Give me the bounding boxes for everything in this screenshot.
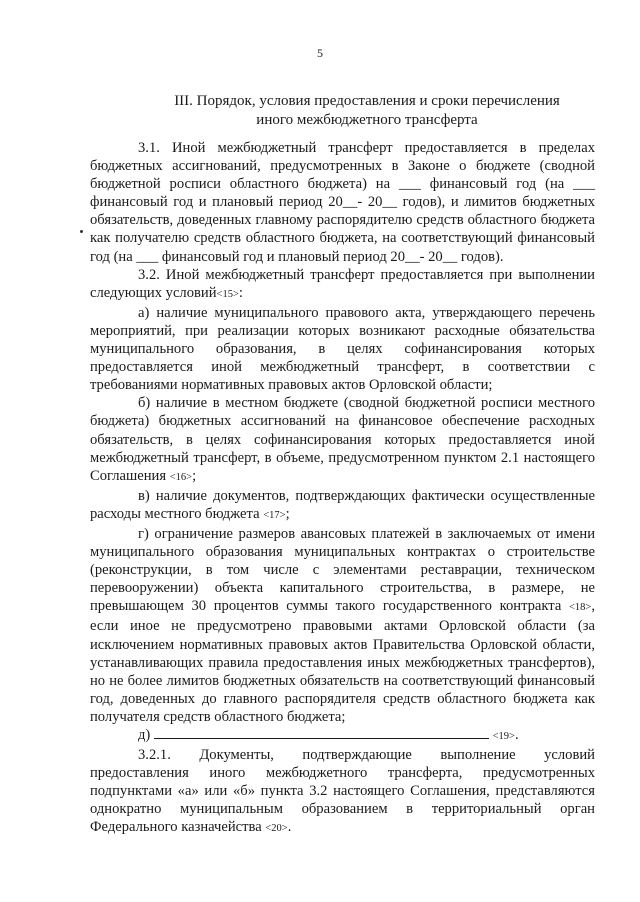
footnote-ref-16: <16> bbox=[169, 471, 193, 483]
section-title bbox=[150, 92, 584, 130]
punctuation: : bbox=[238, 284, 243, 301]
footnote-ref-20: <20> bbox=[265, 823, 288, 835]
item-b bbox=[90, 394, 595, 486]
paragraph-3-2-1-text: 3.2.1. Документы, подтверждающие выполнение условий предоставления иного межбюджетного трансферта, предусмотренных подпунктами «а» или «б» пункта 3.2 настоящего Соглашения, представляются однократно муниципальным образованием в территориальный орган Федерального казначейства bbox=[90, 747, 595, 836]
paragraph-3-2-text: 3.2. Иной межбюджетный трансферт предоставляется при выполнении следующих условий bbox=[90, 266, 595, 301]
punctuation: ; bbox=[192, 467, 197, 484]
footnote-ref-18: <18> bbox=[569, 602, 592, 614]
item-b-text: б) наличие в местном бюджете (сводной бюджетной росписи местного бюджета) бюджетных ассигнований на финансовое обеспечение расходных обязательств, в целях софинансирования которых предоставляется иной межбюджетный трансферт, в объеме, предусмотренном пунктом 2.1 настоящего Соглашения bbox=[90, 395, 595, 484]
section-title-line-2: иного межбюджетного трансферта bbox=[256, 112, 478, 128]
item-g bbox=[90, 525, 595, 726]
document-body bbox=[90, 139, 595, 839]
item-g-text-1: г) ограничение размеров авансовых платежей в заключаемых от имени муниципального образования муниципальных контрактах о строительстве (реконструкции, в том числе с элементами реставрации, техническом перевооружении) объекта капитального строительства, в размере, не превышающем 30 процентов суммы такого государственного контракта bbox=[90, 525, 595, 615]
paragraph-3-2-1 bbox=[90, 746, 595, 838]
paragraph-3-2 bbox=[90, 266, 595, 304]
punctuation: . bbox=[514, 727, 519, 743]
item-v-text: в) наличие документов, подтверждающих фактически осуществленные расходы местного бюджета bbox=[90, 487, 595, 522]
punctuation: . bbox=[287, 819, 292, 836]
item-v bbox=[90, 487, 595, 525]
blank-line bbox=[154, 726, 489, 739]
footnote-ref-19: <19> bbox=[492, 731, 515, 742]
item-a: а) наличие муниципального правового акта, утверждающего перечень мероприятий, при реализации которых возникают расходные обязательства муниципального образования, в целях софинансирования которых предоставляется иной межбюджетный трансферт, в соответствии с требованиями нормативных правовых актов Орловской области; bbox=[90, 304, 595, 394]
item-g-text-2: , если иное не предусмотрено правовыми актами Орловской области (за исключением нормативных правовых актов Правительства Орловской области, устанавливающих правила предоставления иных межбюджетных трансфертов), но не более лимитов бюджетных обязательств на соответствующий финансовый год, доведенных до главного распорядителя средств областного бюджета как получателя средств областного бюджета; bbox=[90, 598, 595, 725]
item-d-label: д) bbox=[138, 727, 151, 743]
page-number: 5 bbox=[317, 46, 323, 60]
scan-dot-mark bbox=[80, 230, 83, 233]
footnote-ref-15: <15> bbox=[216, 288, 239, 300]
section-title-line-1: III. Порядок, условия предоставления и сроки перечисления bbox=[174, 93, 560, 109]
item-d bbox=[90, 726, 595, 746]
footnote-ref-17: <17> bbox=[263, 509, 286, 521]
paragraph-3-1: 3.1. Иной межбюджетный трансферт предоставляется в пределах бюджетных ассигнований, предусмотренных в Законе о бюджете (сводной бюджетной росписи областного бюджета) на ___ финансовый год (на ___ финансовый год и плановый период 20__- 20__ годов), и лимитов бюджетных обязательств, доведенных главному распорядителю средств областного бюджета как получателю средств областного бюджета, на соответствующий финансовый год (на ___ финансовый год и плановый период 20__- 20__ годов). bbox=[90, 140, 595, 265]
punctuation: ; bbox=[285, 505, 290, 522]
